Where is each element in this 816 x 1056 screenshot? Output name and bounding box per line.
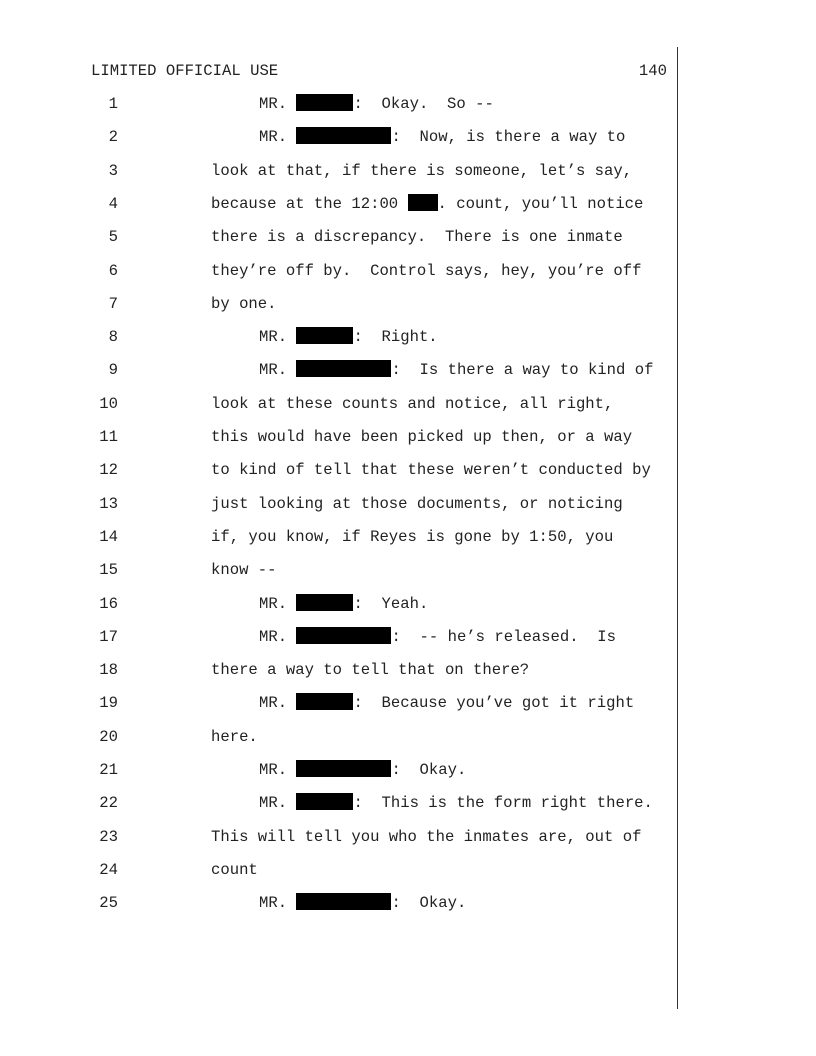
line-text: to kind of tell that these weren’t conducted by xyxy=(211,461,651,479)
redaction-block xyxy=(296,893,391,910)
line-number: 23 xyxy=(99,828,118,846)
redaction-block xyxy=(296,793,353,810)
speaker-text: : Now, is there a way to xyxy=(391,128,626,146)
speaker-line xyxy=(259,760,466,780)
redaction-block xyxy=(296,760,391,777)
line-number: 9 xyxy=(108,361,118,379)
speaker-prefix: MR. xyxy=(259,694,297,712)
line-number: 8 xyxy=(108,328,118,346)
redaction-block xyxy=(296,627,391,644)
line-text: This will tell you who the inmates are, out of xyxy=(211,828,642,846)
speaker-text: : Okay. So -- xyxy=(353,95,494,113)
speaker-text: : Okay. xyxy=(391,761,467,779)
speaker-line xyxy=(259,94,494,114)
speaker-line xyxy=(259,127,625,147)
speaker-prefix: MR. xyxy=(259,361,297,379)
speaker-line xyxy=(259,360,653,380)
speaker-prefix: MR. xyxy=(259,794,297,812)
line-text-before-redaction: because at the 12:00 xyxy=(211,195,408,213)
speaker-line xyxy=(259,594,428,614)
line-number: 6 xyxy=(108,262,118,280)
speaker-text: : Right. xyxy=(353,328,438,346)
line-text: there a way to tell that on there? xyxy=(211,661,530,679)
speaker-line xyxy=(259,893,466,913)
speaker-text: : -- he’s released. Is xyxy=(391,628,617,646)
line-number: 24 xyxy=(99,861,118,879)
page-number: 140 xyxy=(638,62,667,80)
speaker-text: : Because you’ve got it right xyxy=(353,694,635,712)
redaction-block xyxy=(296,94,353,111)
line-text xyxy=(211,194,643,214)
line-number: 2 xyxy=(108,128,118,146)
redaction-block xyxy=(296,693,353,710)
speaker-text: : Okay. xyxy=(391,894,467,912)
speaker-text: : This is the form right there. xyxy=(353,794,653,812)
speaker-prefix: MR. xyxy=(259,595,297,613)
line-number: 1 xyxy=(108,95,118,113)
line-text: this would have been picked up then, or a way xyxy=(211,428,633,446)
speaker-line xyxy=(259,327,438,347)
speaker-prefix: MR. xyxy=(259,628,297,646)
classification-header: LIMITED OFFICIAL USE xyxy=(91,62,279,80)
line-number: 11 xyxy=(99,428,118,446)
line-text-after-redaction: . count, you’ll notice xyxy=(437,195,644,213)
line-text: look at that, if there is someone, let’s say, xyxy=(211,162,633,180)
speaker-line xyxy=(259,793,653,813)
line-text: here. xyxy=(211,728,258,746)
line-number: 18 xyxy=(99,661,118,679)
right-margin-rule xyxy=(677,47,678,1009)
line-text: know -- xyxy=(211,561,277,579)
redaction-block xyxy=(408,194,438,211)
line-text: just looking at those documents, or noticing xyxy=(211,495,623,513)
line-number: 12 xyxy=(99,461,118,479)
line-number: 3 xyxy=(108,162,118,180)
line-number: 7 xyxy=(108,295,118,313)
line-text: they’re off by. Control says, hey, you’re off xyxy=(211,262,642,280)
line-number: 19 xyxy=(99,694,118,712)
speaker-line xyxy=(259,693,634,713)
line-number: 15 xyxy=(99,561,118,579)
speaker-text: : Is there a way to kind of xyxy=(391,361,654,379)
line-number: 20 xyxy=(99,728,118,746)
line-text: count xyxy=(211,861,258,879)
line-number: 21 xyxy=(99,761,118,779)
speaker-prefix: MR. xyxy=(259,95,297,113)
speaker-prefix: MR. xyxy=(259,761,297,779)
line-number: 10 xyxy=(99,395,118,413)
redaction-block xyxy=(296,594,353,611)
line-number: 22 xyxy=(99,794,118,812)
redaction-block xyxy=(296,127,391,144)
speaker-line xyxy=(259,627,616,647)
speaker-text: : Yeah. xyxy=(353,595,429,613)
line-number: 4 xyxy=(108,195,118,213)
line-number: 13 xyxy=(99,495,118,513)
line-number: 5 xyxy=(108,228,118,246)
line-text: there is a discrepancy. There is one inmate xyxy=(211,228,623,246)
line-number: 14 xyxy=(99,528,118,546)
speaker-prefix: MR. xyxy=(259,128,297,146)
speaker-prefix: MR. xyxy=(259,894,297,912)
speaker-prefix: MR. xyxy=(259,328,297,346)
line-text: if, you know, if Reyes is gone by 1:50, you xyxy=(211,528,614,546)
redaction-block xyxy=(296,360,391,377)
line-number: 16 xyxy=(99,595,118,613)
line-text: by one. xyxy=(211,295,277,313)
line-number: 17 xyxy=(99,628,118,646)
redaction-block xyxy=(296,327,353,344)
line-number: 25 xyxy=(99,894,118,912)
line-text: look at these counts and notice, all right, xyxy=(211,395,614,413)
